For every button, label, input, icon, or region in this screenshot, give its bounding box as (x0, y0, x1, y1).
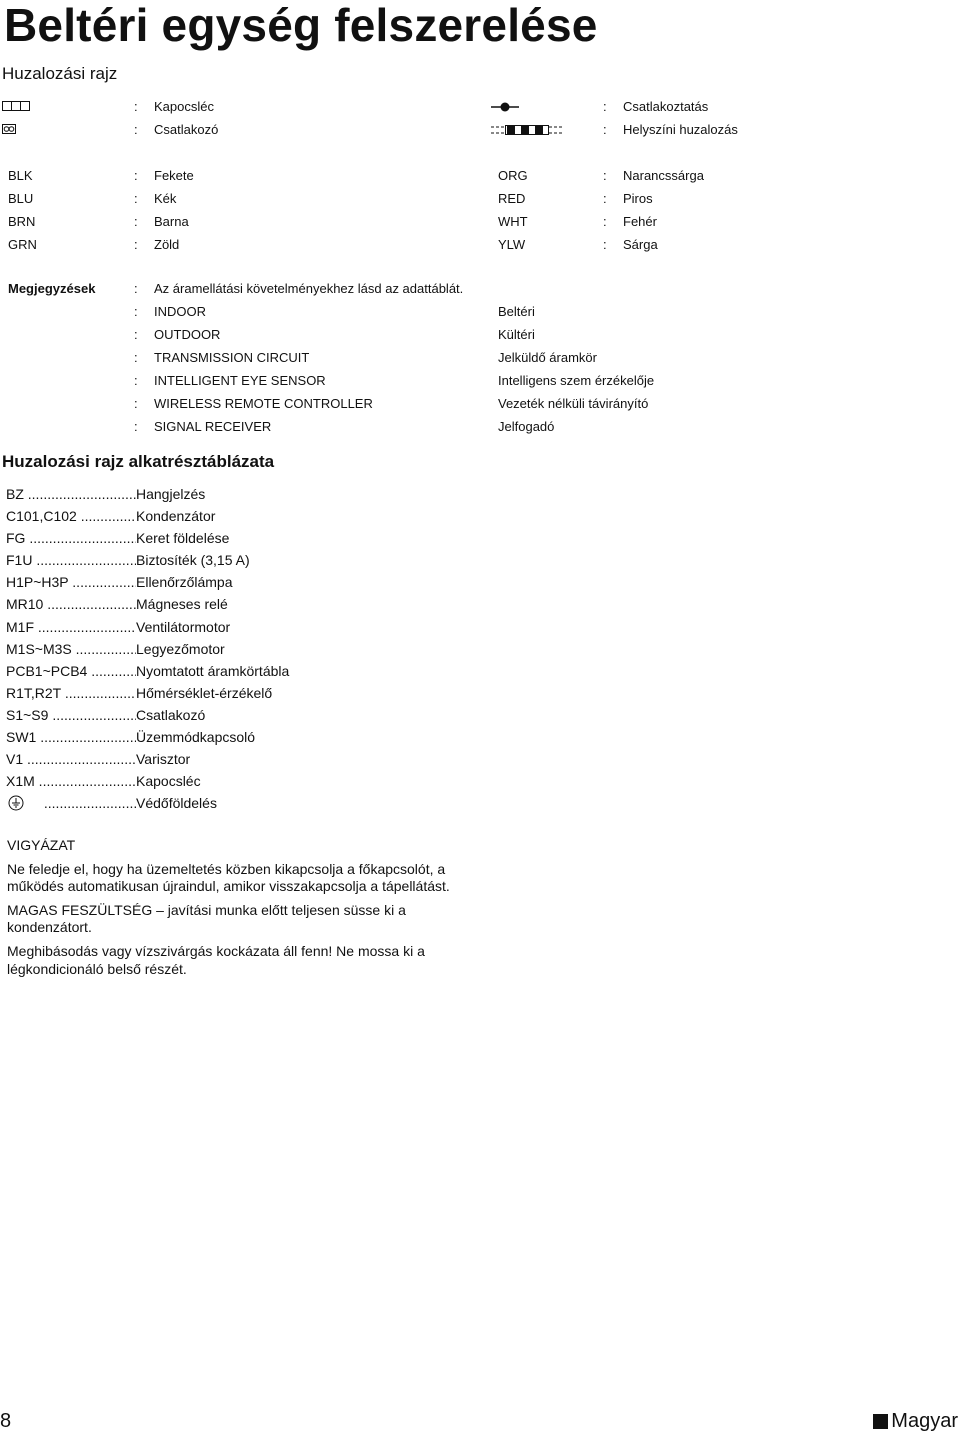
list-item (6, 726, 289, 748)
note-en: WIRELESS REMOTE CONTROLLER (154, 396, 373, 411)
color-name: Kék (154, 191, 177, 206)
list-item (6, 682, 289, 704)
part-code: C101,C102 ..... (6, 505, 136, 527)
note-hu: Intelligens szem érzékelője (498, 373, 655, 388)
part-code: PCB1~PCB4 ..... (6, 660, 136, 682)
note-sep: : (134, 373, 138, 388)
part-desc: Védőföldelés (136, 795, 217, 812)
part-desc: Mágneses relé (136, 596, 228, 613)
note-en: INDOOR (154, 304, 206, 319)
part-desc: Hőmérséklet-érzékelő (136, 684, 273, 701)
color-name: Fekete (154, 168, 194, 183)
color-sep: : (603, 237, 607, 252)
warning-heading: VIGYÁZAT (7, 837, 76, 853)
list-item (6, 638, 289, 660)
color-code: YLW (498, 237, 526, 252)
part-desc: Csatlakozó (136, 706, 206, 723)
symbol-label: Csatlakoztatás (623, 99, 709, 114)
symbol-sep: : (134, 122, 138, 137)
color-sep: : (134, 237, 138, 252)
color-sep: : (603, 191, 607, 206)
color-sep: : (603, 214, 607, 229)
terminal-strip-icon (2, 101, 30, 111)
warning-text: Meghibásodás vagy vízszivárgás kockázata áll fenn! Ne mossa ki a légkondicionáló belső részét. (7, 942, 425, 977)
symbol-label: Kapocsléc (154, 99, 214, 114)
color-name: Narancssárga (623, 168, 704, 183)
color-sep: : (134, 191, 138, 206)
part-code: F1U ..... (6, 549, 136, 571)
color-name: Zöld (154, 237, 180, 252)
note-hu: Vezeték nélküli távirányító (498, 396, 649, 411)
color-sep: : (134, 168, 138, 183)
color-sep: : (603, 168, 607, 183)
list-item (6, 770, 289, 792)
note-en: TRANSMISSION CIRCUIT (154, 350, 310, 365)
part-desc: Kondenzátor (136, 508, 216, 525)
symbol-sep: : (134, 99, 138, 114)
note-hu: Jelküldő áramkör (498, 350, 597, 365)
note-hu: Beltéri (498, 304, 535, 319)
note-sep: : (134, 350, 138, 365)
part-code: X1M ..... (6, 770, 136, 792)
color-code: WHT (498, 214, 528, 229)
part-code: SW1 ..... (6, 726, 136, 748)
note-hu: Kültéri (498, 327, 535, 342)
part-code-earth (6, 792, 136, 814)
list-item (6, 549, 289, 571)
color-name: Sárga (623, 237, 658, 252)
color-sep: : (134, 214, 138, 229)
note-hu: Jelfogadó (498, 419, 555, 434)
list-item (6, 483, 289, 505)
color-code: ORG (498, 168, 528, 183)
part-code: V1 ..... (6, 748, 136, 770)
color-code: GRN (8, 237, 37, 252)
part-code: M1F ..... (6, 616, 136, 638)
color-code: BRN (8, 214, 36, 229)
part-desc: Legyezőmotor (136, 640, 225, 657)
protective-earth-icon (8, 795, 24, 811)
note-sep: : (134, 281, 138, 296)
color-code: RED (498, 191, 526, 206)
field-wiring-icon (491, 125, 563, 135)
part-desc: Varisztor (136, 751, 191, 768)
note-sep: : (134, 396, 138, 411)
part-code: FG ..... (6, 527, 136, 549)
part-desc: Üzemmódkapcsoló (136, 729, 256, 746)
part-code: S1~S9 ..... (6, 704, 136, 726)
part-code: M1S~M3S ..... (6, 638, 136, 660)
square-bullet-icon (873, 1414, 888, 1429)
list-item (6, 571, 289, 593)
note-sep: : (134, 304, 138, 319)
part-desc: Ellenőrzőlámpa (136, 574, 233, 591)
note-sep: : (134, 327, 138, 342)
part-desc: Biztosíték (3,15 A) (136, 552, 250, 569)
page-title: Beltéri egység felszerelése (4, 0, 598, 51)
warning-text: MAGAS FESZÜLTSÉG – javítási munka előtt teljesen süsse ki a kondenzátort. (7, 901, 406, 936)
part-code: MR10 ..... (6, 593, 136, 615)
note-en: OUTDOOR (154, 327, 221, 342)
note-en: INTELLIGENT EYE SENSOR (154, 373, 326, 388)
part-desc: Kapocsléc (136, 773, 201, 790)
symbol-sep: : (603, 99, 607, 114)
warning-box (7, 837, 477, 984)
symbol-label: Csatlakozó (154, 122, 219, 137)
list-item (6, 660, 289, 682)
color-code: BLK (8, 168, 33, 183)
warning-text: Ne feledje el, hogy ha üzemeltetés közben kikapcsolja a főkapcsolót, a működés automatikusan újraindul, amikor visszakapcsolja a tápellátást. (7, 860, 450, 895)
language-label: Magyar (891, 1410, 958, 1432)
list-item (6, 616, 289, 638)
list-item (6, 527, 289, 549)
color-name: Piros (623, 191, 653, 206)
color-name: Fehér (623, 214, 657, 229)
list-item (6, 593, 289, 615)
connector-icon (2, 124, 16, 134)
part-desc: Hangjelzés (136, 486, 206, 502)
list-item (6, 792, 289, 814)
part-code: R1T,R2T ..... (6, 682, 136, 704)
parts-list (6, 483, 289, 814)
symbol-sep: : (603, 122, 607, 137)
list-item (6, 748, 289, 770)
symbol-label: Helyszíni huzalozás (623, 122, 738, 137)
note-sep: : (134, 419, 138, 434)
part-desc: Keret földelése (136, 530, 230, 547)
note-en: SIGNAL RECEIVER (154, 419, 272, 434)
notes-label: Megjegyzések (8, 281, 96, 296)
footer-language (873, 1410, 958, 1433)
section-parts-heading: Huzalozási rajz alkatrésztáblázata (2, 452, 275, 471)
color-name: Barna (154, 214, 189, 229)
connection-icon (491, 101, 519, 113)
part-code: H1P~H3P ..... (6, 571, 136, 593)
note-first: Az áramellátási követelményekhez lásd az adattáblát. (154, 281, 464, 296)
section-wiring-heading: Huzalozási rajz (2, 64, 118, 83)
part-desc: Nyomtatott áramkörtábla (136, 662, 290, 679)
part-code: BZ ..... (6, 483, 136, 505)
list-item (6, 704, 289, 726)
page-number: 8 (0, 1410, 12, 1432)
list-item (6, 505, 289, 527)
color-code: BLU (8, 191, 34, 206)
part-desc: Ventilátormotor (136, 618, 231, 635)
